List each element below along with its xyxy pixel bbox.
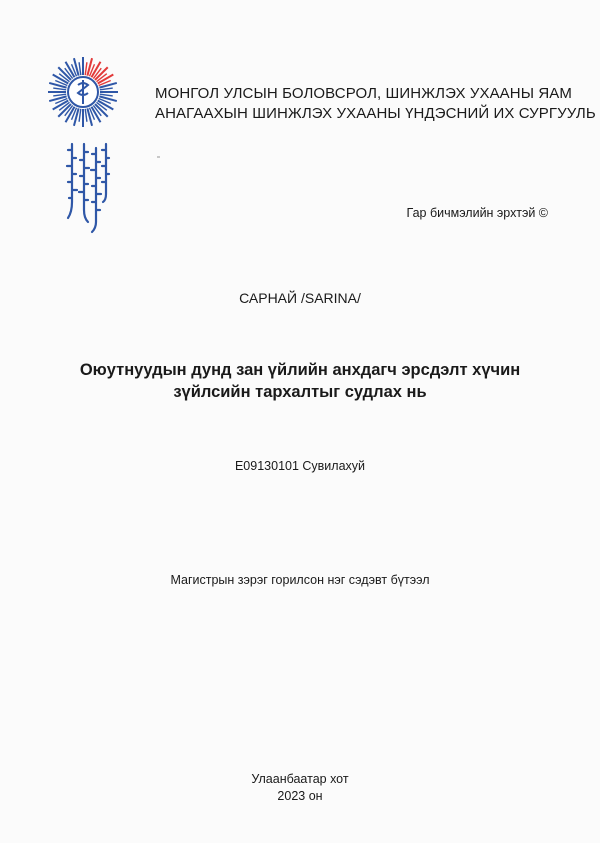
author-name: САРНАЙ /SARINA/ [239,290,361,306]
university-name: АНАГААХЫН ШИНЖЛЭХ УХААНЫ ҮНДЭСНИЙ ИХ СУРГУУЛЬ [155,105,596,122]
logo-ray [85,62,87,75]
logo-ray [100,88,113,90]
copyright-notice: Гар бичмэлийн эрхтэй © [406,206,548,220]
mongolian-script-emblem [62,140,112,240]
thesis-title-line-2: зүйлсийн тархалтыг судлах нь [173,383,427,401]
thesis-title-line-1: Оюутнуудын дунд зан үйлийн анхдагч эрсдэлт хүчин [79,361,521,379]
city-name: Улаанбаатар хот [251,772,349,786]
place-and-year [0,771,600,805]
ministry-university-header [155,84,596,124]
scan-speck [157,156,160,158]
degree-description: Магистрын зэрэг горилсон нэг сэдэвт бүтээл [170,573,430,587]
specialty-code: E09130101 Сувилахуй [234,459,366,473]
logo-ray [53,94,66,96]
logo-ray [79,62,81,75]
university-sunburst-logo [47,56,119,128]
logo-ray [79,109,81,122]
logo-ray [100,94,113,96]
ministry-name: МОНГОЛ УЛСЫН БОЛОВСРОЛ, ШИНЖЛЭХ УХААНЫ ЯАМ [155,85,572,102]
logo-ray [53,88,66,90]
logo-ray [85,109,87,122]
year: 2023 он [277,789,323,803]
thesis-title [60,359,540,403]
